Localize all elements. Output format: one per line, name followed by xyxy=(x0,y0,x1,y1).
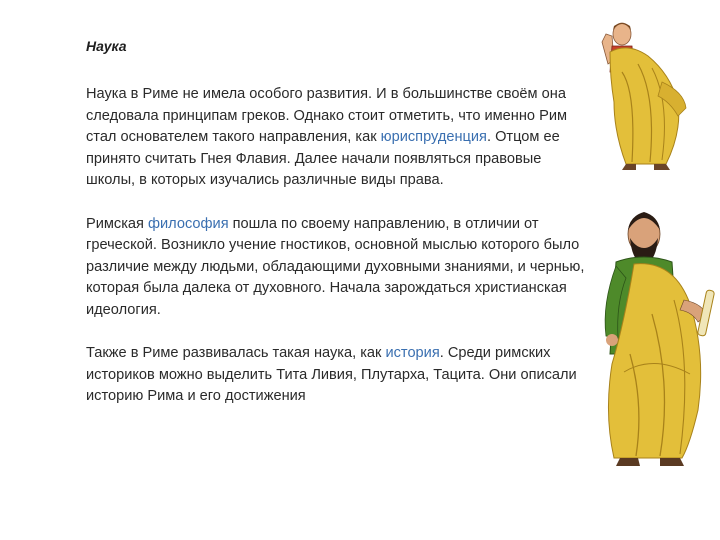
roman-figure-green-tunic-image xyxy=(594,204,720,470)
paragraph-text: Наука в Риме не имела особого развития. И в большинстве своём она следовала принципам греков. Однако стоит отметить, что именно Рим стал основателем такого направления, как xyxy=(86,86,568,145)
paragraph-text: Также в Риме развивалась такая наука, как xyxy=(86,345,386,361)
link-history[interactable]: история xyxy=(385,345,440,361)
text-body xyxy=(86,84,592,430)
link-jurisprudence[interactable]: юриспруденция xyxy=(380,129,487,145)
link-philosophy[interactable]: философия xyxy=(148,215,229,232)
paragraph-text: . Среди римских историков можно выделить Тита Ливия, Плутарха, Тацита. Они описали историю Рима и его достижения xyxy=(86,345,577,404)
paragraph-history xyxy=(86,343,592,408)
paragraph-text: пошла по своему направлению, в отличии от греческой. Возникло учение гностиков, основной мыслью которого было различие между людьми, обладающими духовными знаниями, и чернью, которая была далека от духовного. Начала зарождаться христианская идеология. xyxy=(86,215,585,318)
paragraph-jurisprudence xyxy=(86,84,592,192)
slide-title: Наука xyxy=(86,38,127,54)
paragraph-philosophy xyxy=(86,214,592,322)
paragraph-text: Римская xyxy=(86,215,148,232)
paragraph-text: . Отцом ее принято считать Гнея Флавия. Далее начали появляться правовые школы, в которых изучались различные виды права. xyxy=(86,129,560,188)
roman-figure-red-tunic-image xyxy=(592,12,702,172)
